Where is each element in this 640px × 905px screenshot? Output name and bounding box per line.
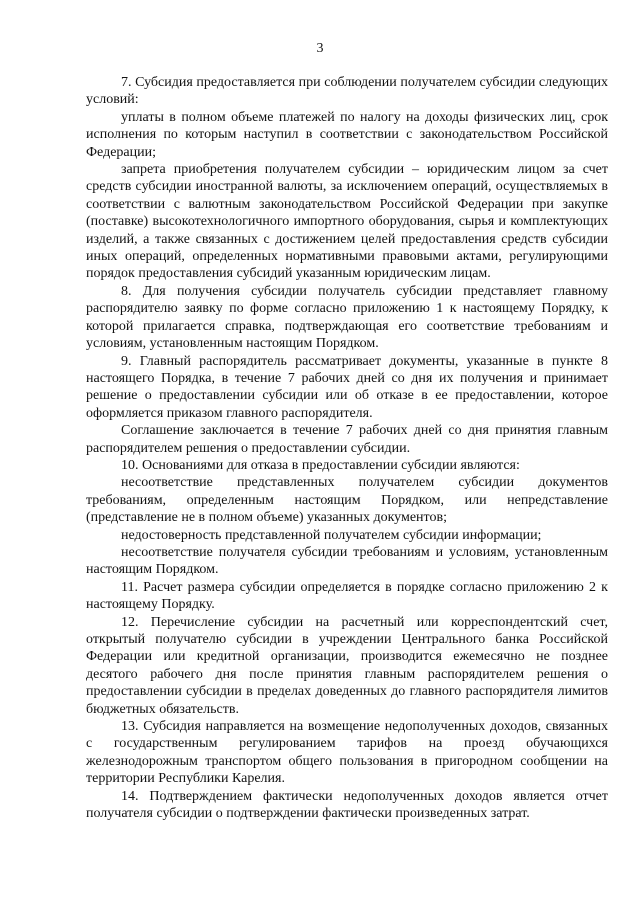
paragraph-10-reason-3: несоответствие получателя субсидии требованиям и условиям, установленным настоящим Порядком. <box>86 544 608 578</box>
page-number: 3 <box>316 41 324 56</box>
paragraph-11: 11. Расчет размера субсидии определяется в порядке согласно приложению 2 к настоящему Порядку. <box>86 579 608 613</box>
paragraph-13: 13. Субсидия направляется на возмещение недополученных доходов, связанных с государственным регулированием тарифов на проезд обучающихся железнодорожным транспортом общего пользования в пригородном сообщении на территории Республики Карелия. <box>86 719 608 787</box>
document-body <box>86 74 608 822</box>
paragraph-10-reason-1: несоответствие представленных получателем субсидии документов требованиям, определенным настоящим Порядком, или непредставление (представление не в полном объеме) указанных документов; <box>86 475 608 526</box>
paragraph-10-reason-2: недостоверность представленной получателем субсидии информации; <box>121 527 542 543</box>
paragraph-8: 8. Для получения субсидии получатель субсидии представляет главному распорядителю заявку по форме согласно приложению 1 к настоящему Порядку, к которой прилагается справка, подтверждающая его соответствие требованиям и условиям, установленным настоящим Порядком. <box>86 283 608 352</box>
paragraph-12: 12. Перечисление субсидии на расчетный или корреспондентский счет, открытый получателю субсидии в учреждении Центрального банка Российской Федерации или кредитной организации, производится ежемесячно не позднее десятого рабочего дня после принятия главным распорядителем решения о предоставлении субсидии в пределах доведенных до главного распорядителя лимитов бюджетных обязательств. <box>86 614 608 717</box>
paragraph-14: 14. Подтверждением фактически недополученных доходов является отчет получателя субсидии о подтверждении фактически произведенных затрат. <box>86 788 608 822</box>
paragraph-9-agreement: Соглашение заключается в течение 7 рабочих дней со дня принятия главным распорядителем решения о предоставлении субсидии. <box>86 423 608 456</box>
paragraph-9: 9. Главный распорядитель рассматривает документы, указанные в пункте 8 настоящего Порядка, в течение 7 рабочих дней со дня их получения и принимает решение о предоставлении субсидии или об отказе в ее предоставлении, которое оформляется приказом главного распорядителя. <box>86 353 608 421</box>
paragraph-7-condition-1: уплаты в полном объеме платежей по налогу на доходы физических лиц, срок исполнения по которым наступил в соответствии с законодательством Российской Федерации; <box>86 109 608 160</box>
paragraph-7-condition-2: запрета приобретения получателем субсидии – юридическим лицом за счет средств субсидии иностранной валюты, за исключением операций, осуществляемых в соответствии с валютным законодательством Российской Федерации при закупке (поставке) высокотехнологичного импортного оборудования, сырья и комплектующих изделий, а также связанных с достижением целей предоставления средств субсидии иных операций, определенных нормативными правовыми актами, регулирующими порядок предоставления субсидий указанным юридическим лицам. <box>86 162 608 282</box>
paragraph-10: 10. Основаниями для отказа в предоставлении субсидии являются: <box>121 457 520 473</box>
paragraph-7: 7. Субсидия предоставляется при соблюдении получателем субсидии следующих условий: <box>86 75 608 108</box>
